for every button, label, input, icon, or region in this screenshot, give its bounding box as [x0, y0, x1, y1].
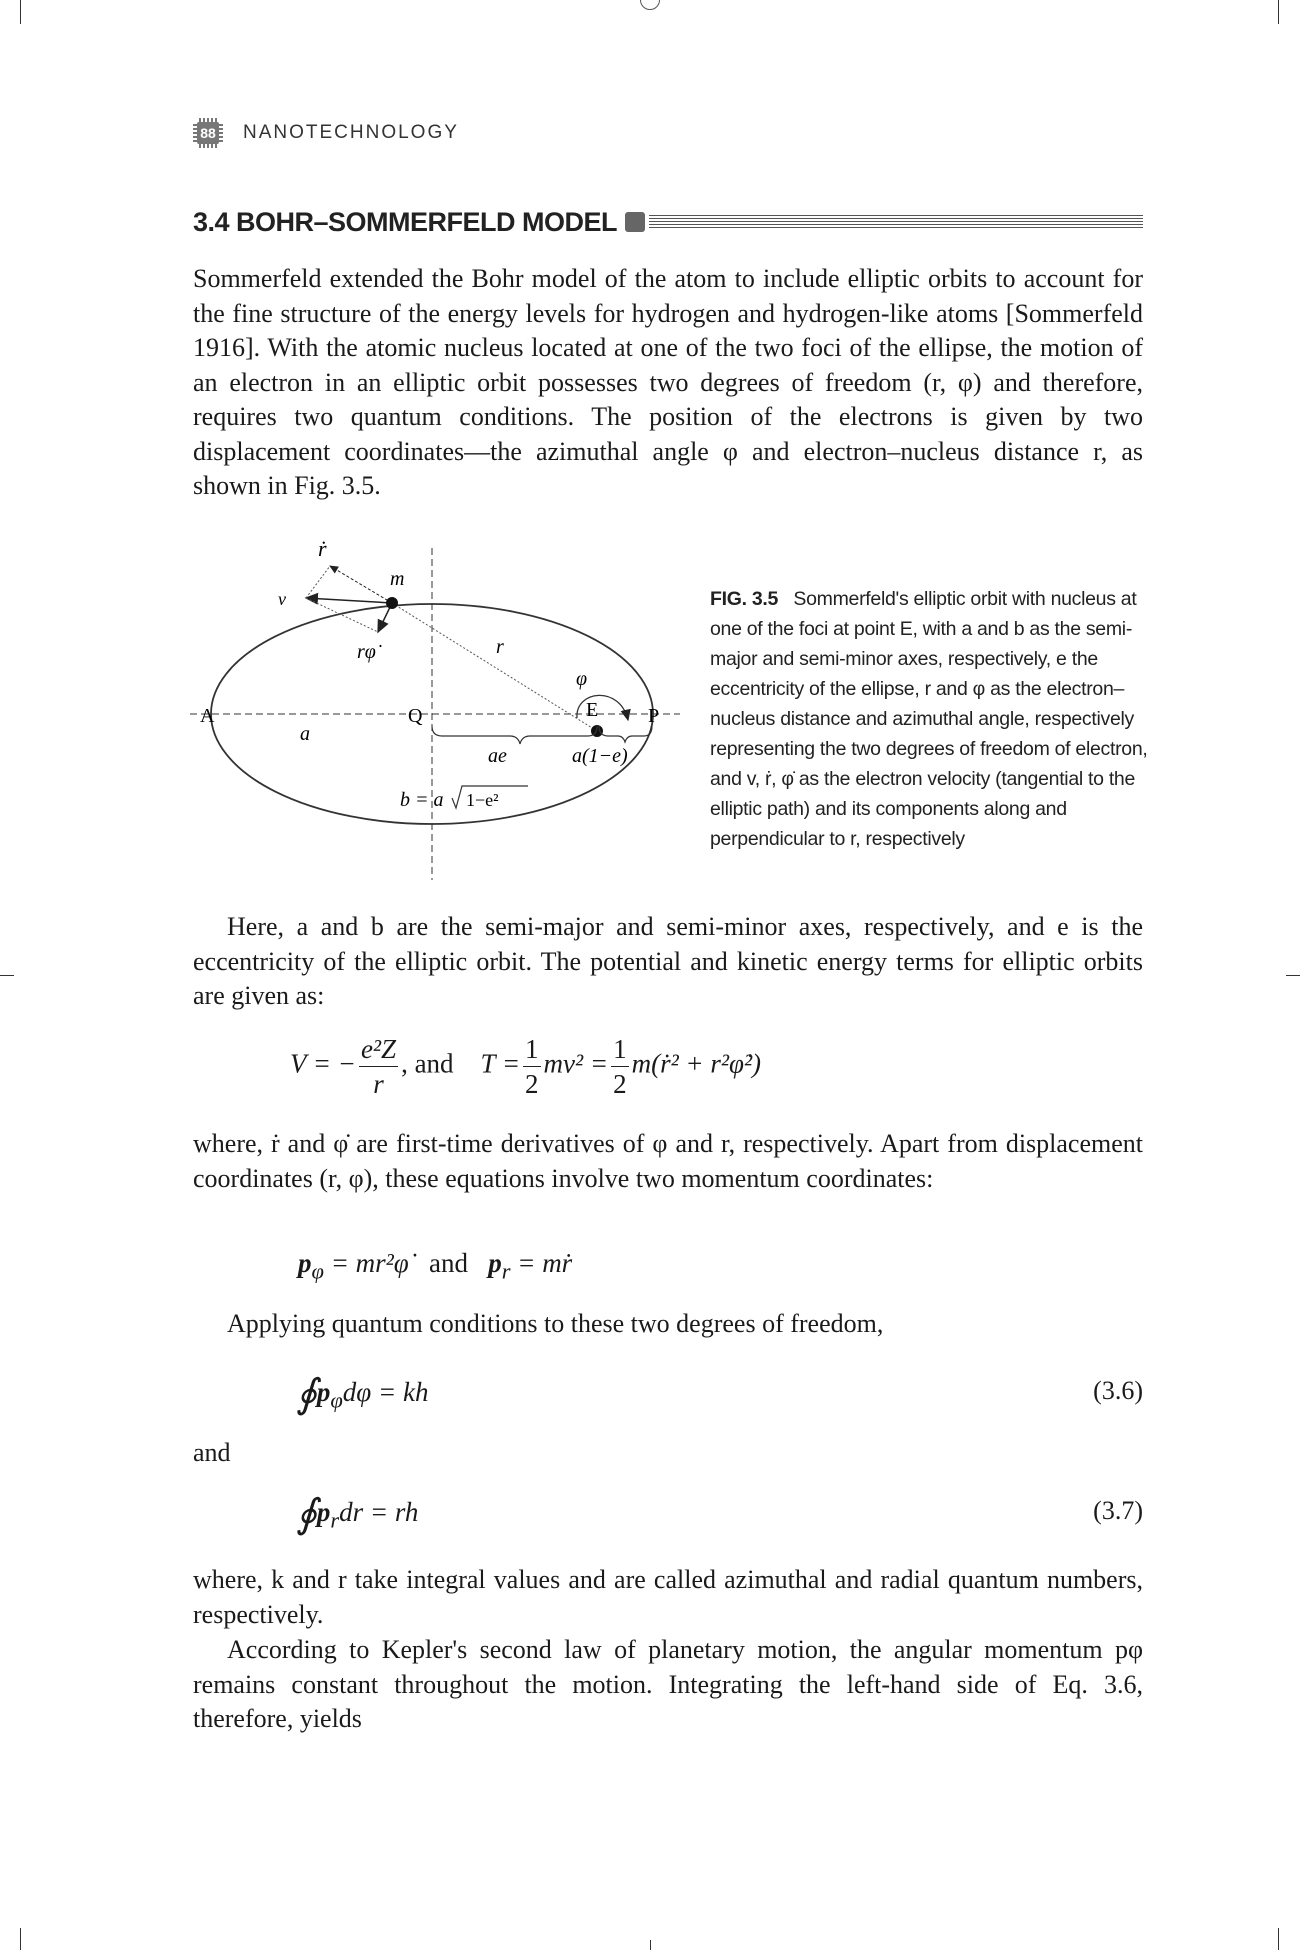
label-m: m — [390, 568, 405, 590]
equation-number: (3.6) — [1093, 1376, 1143, 1405]
running-head — [193, 116, 459, 150]
paragraph: According to Kepler's second law of planetary motion, the angular momentum pφ remains constant throughout the motion. Integrating the left-hand side of Eq. 3.6, therefore, yields — [193, 1635, 1143, 1733]
label-v: v — [278, 589, 286, 609]
equation-number: (3.7) — [1093, 1496, 1143, 1525]
brace-a-one-minus-e — [599, 726, 652, 742]
crop-mark — [20, 1928, 21, 1950]
equation-3-6: $∮p_\varphi d\varphi$ = kh — [296, 1371, 429, 1416]
contour-integral-icon: ∮ — [296, 1371, 317, 1416]
page-number: 88 — [197, 122, 219, 144]
paragraph: where, ṙ and φ̇ are first-time derivatives of φ and r, respectively. Apart from displacement coordinates (r, φ), these equations involve two momentum coordinates: — [193, 1129, 1143, 1193]
running-title: NANOTECHNOLOGY — [243, 122, 459, 143]
crop-mark — [1278, 0, 1279, 24]
crop-mark — [20, 0, 21, 24]
r-dot-arrow — [330, 566, 392, 603]
registration-mark — [640, 0, 660, 10]
section-title: 3.4 BOHR–SOMMERFELD MODEL — [193, 206, 618, 237]
label-phi: φ — [576, 668, 588, 690]
label-P: P — [648, 705, 660, 727]
paragraph: Sommerfeld extended the Bohr model of the atom to include elliptic orbits to account for the fine structure of the energy levels for hydrogen and hydrogen-like atoms [Sommerfeld 1916]. With the atomic nucleus located at one of the two foci of the ellipse, the motion of an electron in an elliptic orbit possesses two degrees of freedom (r, φ) and therefore, requires two quantum conditions. The position of the electrons is given by two displacement coordinates—the azimuthal angle φ and electron–nucleus distance r, as shown in Fig. 3.5. — [193, 264, 1143, 500]
chip-icon — [193, 118, 223, 148]
contour-integral-icon: ∮ — [296, 1491, 317, 1536]
paragraph: and — [193, 1438, 231, 1467]
paragraph: Here, a and b are the semi-major and semi-minor axes, respectively, and e is the eccentricity of the elliptic orbit. The potential and kinetic energy terms for elliptic orbits are given as: — [193, 912, 1143, 1010]
equation-momentum: $p_\varphi$ = mr²φ̇ and $p_r$ = mṙ — [298, 1248, 573, 1284]
caption-text: Sommerfeld's elliptic orbit with nucleus at one of the foci at point E, with a and b as the semi-major and semi-minor axes, respectively, e the eccentricity of the ellipse, r and φ as the electron–nucleus distance and azimuthal angle, respectively representing the two degrees of freedom of electron, and v, ṙ, φ̇ as the electron velocity (tangential to the elliptic path) and its components along and perpendicular to r, respectively — [710, 588, 1148, 850]
electron-mass — [386, 597, 398, 609]
label-Q: Q — [408, 705, 423, 727]
label-E: E — [586, 699, 599, 721]
crop-mark — [1286, 975, 1300, 976]
figure-caption — [710, 584, 1150, 854]
label-r-dot: ṙ — [318, 540, 327, 561]
label-sqrt-body: 1−e² — [466, 790, 499, 810]
equation-3-7: $∮p_rdr$ = rh — [296, 1491, 419, 1536]
label-ae: ae — [488, 745, 507, 767]
phi-arc — [577, 695, 628, 720]
crop-mark — [0, 975, 14, 976]
equation-energy: V = − $\frac{\text{e²Z}}{r}$ , and T = $\frac{1}{2}$ mv² = $\frac{1}{2}$ m(ṙ² + r²φ̇²) — [290, 1034, 762, 1099]
label-A: A — [200, 705, 215, 727]
brace-ae — [432, 726, 597, 744]
crop-mark — [1278, 1928, 1279, 1950]
label-r-phi-dot: rφ̇ — [357, 641, 376, 663]
crop-mark — [650, 1940, 651, 1950]
section-heading — [193, 204, 1143, 240]
label-a-one-minus-e: a(1−e) — [572, 745, 628, 767]
caption-label: FIG. 3.5 — [710, 588, 779, 610]
paragraph: where, k and r take integral values and are called azimuthal and radial quantum numbers, respectively. — [193, 1565, 1143, 1629]
label-r: r — [496, 636, 504, 658]
paragraph: Applying quantum conditions to these two degrees of freedom, — [227, 1309, 884, 1338]
radius-line — [392, 603, 597, 731]
label-b-eq: b = a — [400, 789, 444, 811]
label-a: a — [300, 723, 310, 745]
orbit-figure — [190, 540, 690, 885]
velocity-arrow — [306, 598, 392, 603]
chip-icon — [625, 212, 645, 232]
heading-rule — [649, 215, 1143, 229]
